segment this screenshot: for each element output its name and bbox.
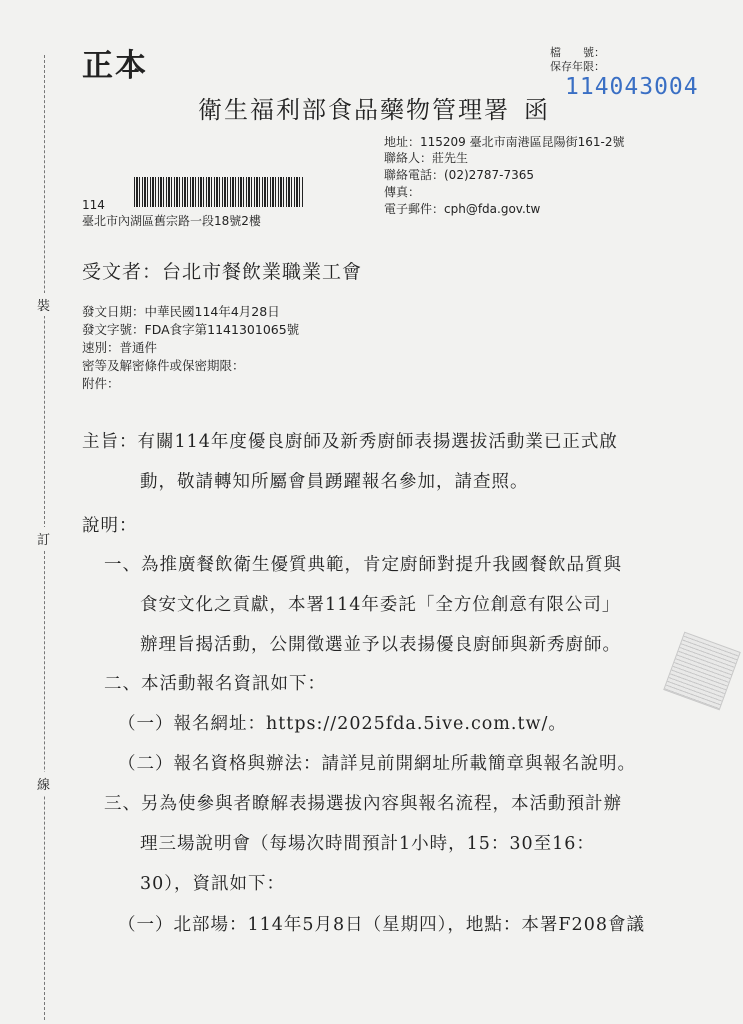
- document-ref-number: 發文字號：FDA食字第1141301065號: [82, 322, 300, 337]
- item-2-1-registration-url: （一）報名網址：https://2025fda.5ive.com.tw/。: [118, 714, 567, 734]
- item-3-line-3: 30），資訊如下：: [140, 874, 286, 894]
- faint-stamp-mark: [663, 632, 741, 711]
- binding-mark-zhuang: 裝: [37, 293, 50, 316]
- contact-email: 電子郵件：cph@fda.gov.tw: [384, 202, 541, 216]
- item-2-2-eligibility: （二）報名資格與辦法：請詳見前開網址所載簡章與報名說明。: [118, 754, 636, 774]
- item-1-line-3: 辦理旨揭活動，公開徵選並予以表揚優良廚師與新秀廚師。: [140, 635, 621, 655]
- recipient-line: 受文者：台北市餐飲業職業工會: [82, 261, 363, 283]
- recipient-address: 臺北市內湖區舊宗路一段18號2樓: [82, 214, 261, 228]
- issue-date: 發文日期：中華民國114年4月28日: [82, 304, 280, 319]
- retention-period-label: 保存年限：: [550, 60, 605, 73]
- file-number-label: 檔 號：: [550, 46, 605, 59]
- copy-type-label: 正本: [82, 48, 148, 84]
- document-number-stamp: 114043004: [565, 74, 699, 100]
- item-1-line-2: 食安文化之貢獻，本署114年委託「全方位創意有限公司」: [140, 595, 621, 615]
- recipient-postal-code: 114: [82, 198, 105, 212]
- delivery-speed: 速別：普通件: [82, 340, 158, 355]
- contact-person: 聯絡人：莊先生: [384, 151, 469, 165]
- binding-mark-ding: 訂: [37, 527, 50, 550]
- attachments: 附件：: [82, 376, 120, 391]
- sender-address: 地址：115209 臺北市南港區昆陽街161-2號: [384, 135, 625, 149]
- subject-line-2: 動，敬請轉知所屬會員踴躍報名參加，請查照。: [140, 472, 529, 492]
- item-3-1-north-session: （一）北部場：114年5月8日（星期四），地點：本署F208會議: [118, 915, 645, 935]
- binding-mark-xian: 線: [37, 772, 50, 795]
- document-type: 函: [524, 96, 548, 124]
- contact-fax: 傳真：: [384, 185, 421, 199]
- subject-line-1: 主旨：有關114年度優良廚師及新秀廚師表揚選拔活動業已正式啟: [82, 432, 618, 452]
- barcode: [134, 177, 304, 207]
- item-1-line-1: 一、為推廣餐飲衛生優質典範，肯定廚師對提升我國餐飲品質與: [104, 555, 622, 575]
- explanation-heading: 說明：: [82, 516, 138, 536]
- item-3-line-1: 三、另為使參與者瞭解表揚選拔內容與報名流程，本活動預計辦: [104, 794, 622, 814]
- item-3-line-2: 理三場說明會（每場次時間預計1小時，15：30至16：: [140, 834, 595, 854]
- agency-title: 衛生福利部食品藥物管理署: [198, 96, 510, 124]
- item-2: 二、本活動報名資訊如下：: [104, 674, 326, 694]
- contact-phone: 聯絡電話：(02)2787-7365: [384, 168, 535, 182]
- security-level: 密等及解密條件或保密期限：: [82, 358, 245, 373]
